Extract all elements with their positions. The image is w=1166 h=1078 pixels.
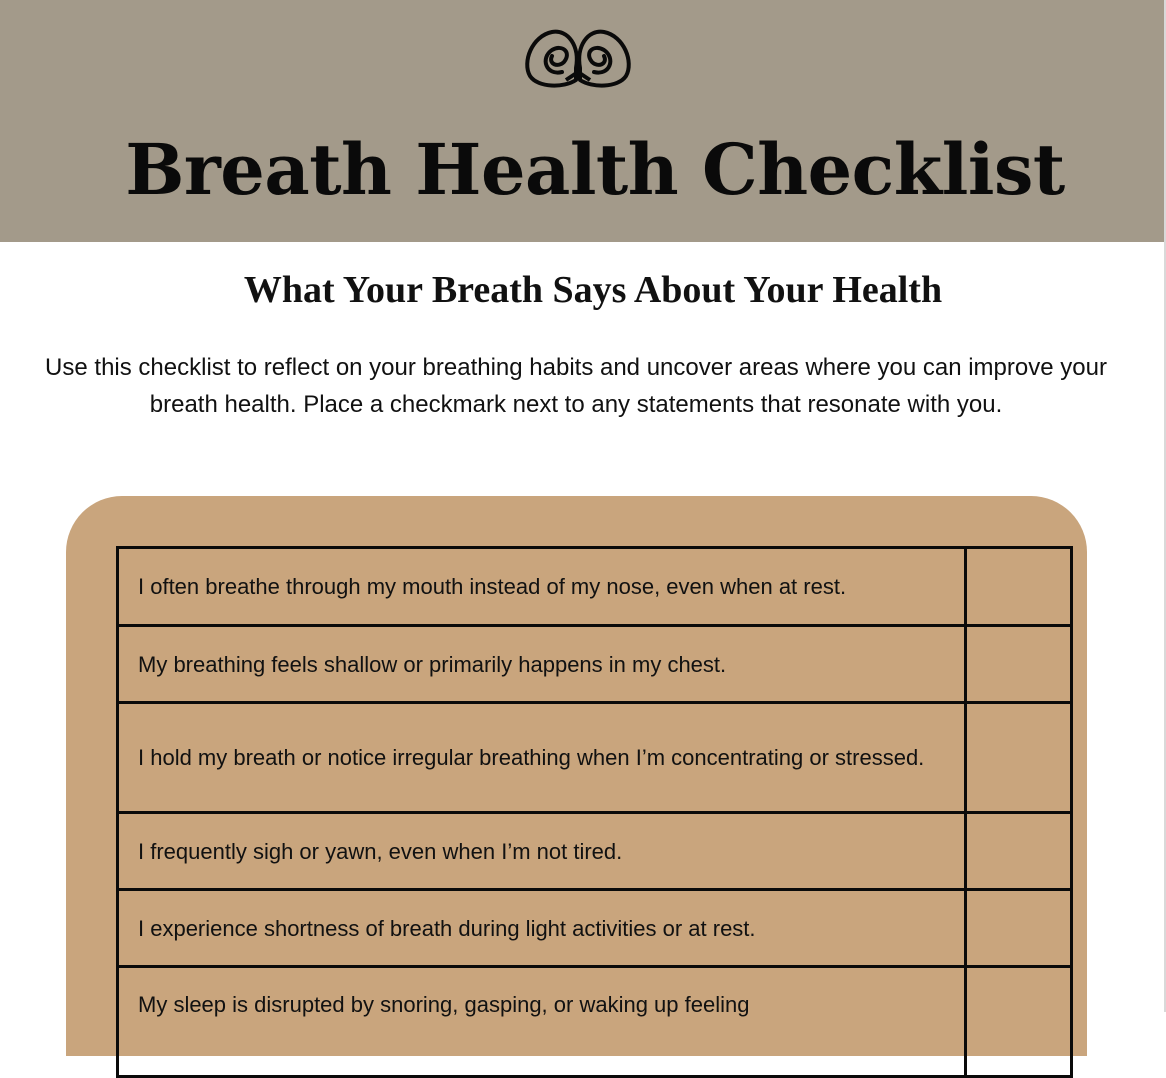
- page-subtitle: What Your Breath Says About Your Health: [243, 269, 943, 311]
- checklist-statement: I experience shortness of breath during light activities or at rest.: [118, 890, 966, 967]
- checklist-statement: My breathing feels shallow or primarily happens in my chest.: [118, 626, 966, 703]
- page-title: Breath Health Checklist: [125, 128, 1065, 211]
- lungs-icon: [524, 28, 632, 92]
- checklist-checkbox[interactable]: [966, 548, 1072, 626]
- checklist-checkbox[interactable]: [966, 890, 1072, 967]
- checklist-row: [118, 967, 1072, 1077]
- checklist-checkbox[interactable]: [966, 626, 1072, 703]
- checklist-row: [118, 626, 1072, 703]
- checklist-statement: I often breathe through my mouth instead of my nose, even when at rest.: [118, 548, 966, 626]
- checklist-statement: I hold my breath or notice irregular breathing when I’m concentrating or stressed.: [118, 703, 966, 813]
- checklist-checkbox[interactable]: [966, 813, 1072, 890]
- checklist-row: [118, 813, 1072, 890]
- checklist-checkbox[interactable]: [966, 703, 1072, 813]
- checklist-statement: My sleep is disrupted by snoring, gasping, or waking up feeling: [118, 967, 966, 1077]
- checklist-checkbox[interactable]: [966, 967, 1072, 1077]
- header-banner: [0, 0, 1164, 242]
- checklist-row: [118, 890, 1072, 967]
- checklist-statement: I frequently sigh or yawn, even when I’m not tired.: [118, 813, 966, 890]
- checklist-table: [116, 546, 1073, 1078]
- checklist-row: [118, 703, 1072, 813]
- intro-paragraph: Use this checklist to reflect on your breathing habits and uncover areas where you can improve your breath health. Place a checkmark next to any statements that resonate with you.: [45, 354, 1107, 418]
- checklist-row: [118, 548, 1072, 626]
